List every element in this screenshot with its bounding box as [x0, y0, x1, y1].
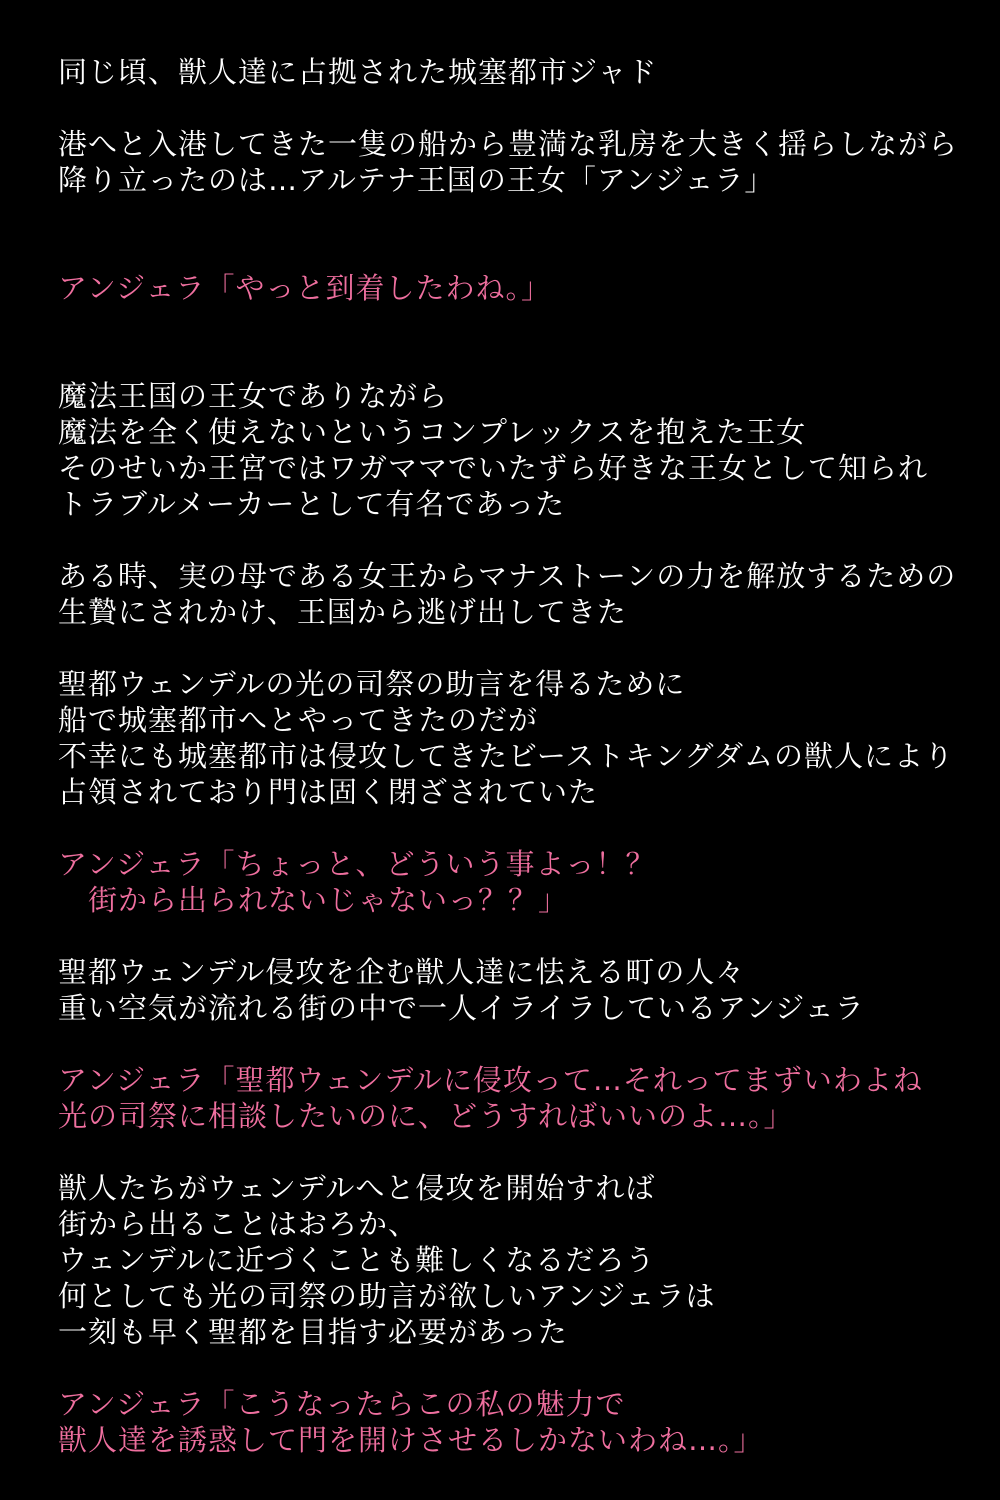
narration-line: 魔法を全く使えないというコンプレックスを抱えた王女	[58, 415, 807, 449]
narration-line: 港へと入港してきた一隻の船から豊満な乳房を大きく揺らしながら	[58, 127, 959, 161]
narration-line: 降り立ったのは…アルテナ王国の王女「アンジェラ」	[58, 163, 775, 197]
narration-line: 獣人たちがウェンデルへと侵攻を開始すれば	[58, 1171, 656, 1205]
narration-line: 聖都ウェンデルの光の司祭の助言を得るために	[58, 667, 686, 701]
narration-line: 不幸にも城塞都市は侵攻してきたビーストキングダムの獣人により	[58, 739, 954, 773]
narration-line: 占領されており門は固く閉ざされていた	[58, 775, 599, 809]
narration-line: そのせいか王宮ではワガママでいたずら好きな王女として知られ	[58, 451, 929, 485]
narration-line: 船で城塞都市へとやってきたのだが	[58, 703, 539, 737]
narration-line: トラブルメーカーとして有名であった	[58, 487, 566, 521]
dialogue-line: 街から出られないじゃないっ？？」	[58, 883, 569, 917]
narration-line: 魔法王国の王女でありながら	[58, 379, 449, 413]
narration-line: 同じ頃、獣人達に占拠された城塞都市ジャド	[58, 55, 658, 89]
narration-line: 生贄にされかけ、王国から逃げ出してきた	[58, 595, 627, 629]
dialogue-line: 光の司祭に相談したいのに、どうすればいいのよ…。」	[58, 1099, 794, 1133]
narration-line: 一刻も早く聖都を目指す必要があった	[58, 1315, 568, 1349]
narration-line: ウェンデルに近づくことも難しくなるだろう	[58, 1243, 656, 1277]
dialogue-line: アンジェラ「ちょっと、どういう事よっ！？	[58, 847, 656, 881]
dialogue-line: アンジェラ「やっと到着したわね。」	[58, 271, 552, 305]
narration-line: 聖都ウェンデル侵攻を企む獣人達に怯える町の人々	[58, 955, 746, 989]
dialogue-line: 獣人達を誘惑して門を開けさせるしかないわね…。」	[58, 1423, 764, 1457]
dialogue-line: アンジェラ「こうなったらこの私の魅力で	[58, 1387, 626, 1421]
narration-line: 重い空気が流れる街の中で一人イライラしているアンジェラ	[58, 991, 865, 1025]
narration-line: 何としても光の司祭の助言が欲しいアンジェラは	[58, 1279, 716, 1313]
dialogue-line: アンジェラ「聖都ウェンデルに侵攻って…それってまずいわよね	[58, 1063, 923, 1097]
narration-line: 街から出ることはおろか、	[58, 1207, 419, 1241]
narration-line: ある時、実の母である女王からマナストーンの力を解放するための	[58, 559, 957, 593]
